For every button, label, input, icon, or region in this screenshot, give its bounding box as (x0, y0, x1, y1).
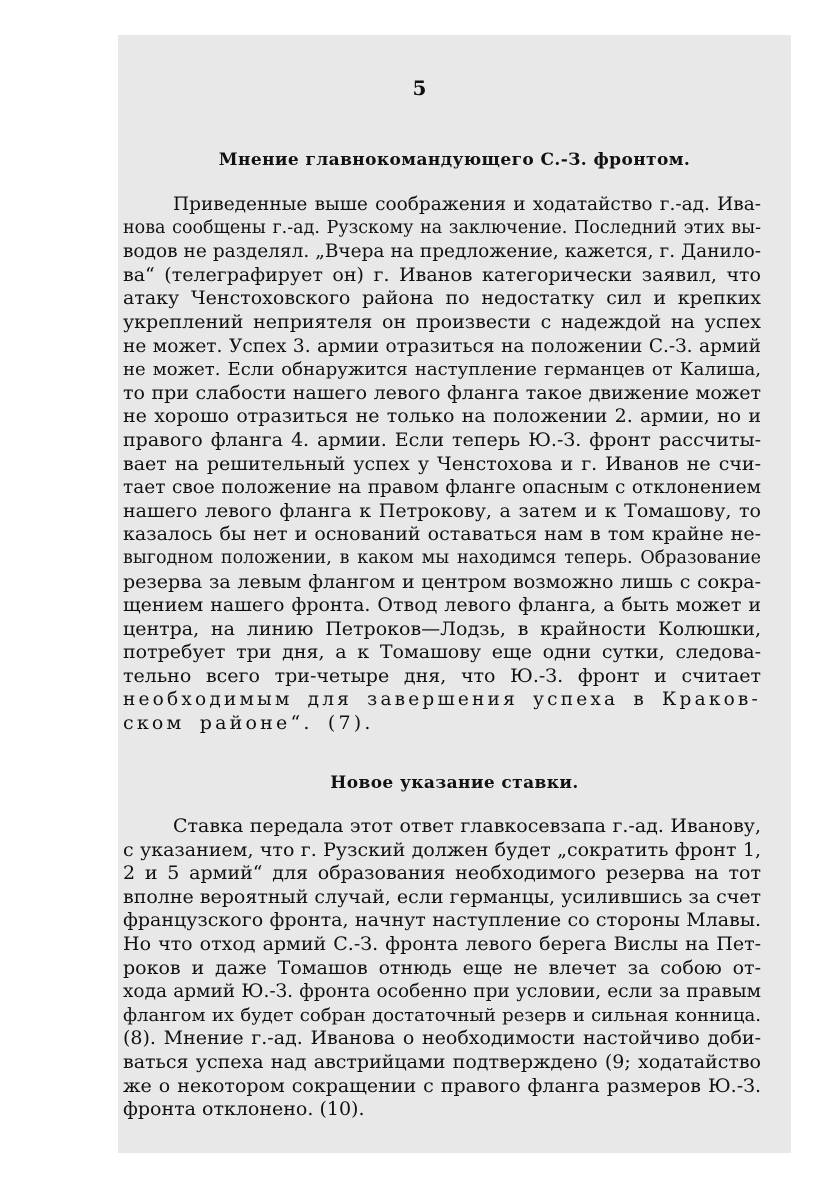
text-line: Приведенные выше соображения и ходатайство г.-ад. Ива- (173, 194, 761, 215)
text-line: нова сообщены г.-ад. Рузскому на заключение. Последний этих вы- (123, 217, 761, 238)
section-heading-new-stavka-instruction: Новое указание ставки. (330, 773, 579, 793)
text-line: с указанием, что г. Рузский должен будет „сократить фронт 1, (123, 838, 761, 861)
text-line: не может. Если обнаружится наступление германцев от Калиша, (123, 359, 761, 381)
text-line: щением нашего фронта. Отвод левого фланга, а быть может и (123, 594, 761, 617)
text-line: Но что отход армий С.-З. фронта левого берега Вислы на Пет- (123, 932, 761, 955)
text-line: (8). Мнение г.-ад. Иванова о необходимости настойчиво доби- (123, 1027, 761, 1050)
text-line: вает на решительный успех у Ченстохова и г. Иванов не счи- (123, 452, 761, 475)
text-line: французского фронта, начнут наступление со стороны Млавы. (123, 909, 761, 932)
text-line: резерва за левым флангом и центром возможно лишь с сокра- (123, 570, 761, 593)
text-line: выгодном положении, в каком мы находимся теперь. Образование (123, 547, 761, 568)
text-line: ском районе“. (7). (123, 712, 374, 735)
text-line: не может. Успех 3. армии отразиться на положении С.-З. армий (123, 335, 761, 357)
text-line: флангом их будет собран достаточный резерв и сильная конница. (123, 1004, 761, 1026)
section-heading-front-commander-opinion: Мнение главнокомандующего С.-З. фронтом. (218, 150, 691, 170)
text-line: 2 и 5 армий“ для образования необходимого резерва на тот (123, 862, 761, 885)
text-line: хода армий Ю.-З. фронта особенно при условии, если за правым (123, 981, 761, 1003)
text-line: необходимым для завершения успеха в Краков- (123, 689, 761, 711)
text-line: атаку Ченстоховского района по недостатку сил и крепких (123, 287, 761, 310)
text-line: тает свое положение на правом фланге опасным с отклонением (123, 477, 761, 499)
text-line: центра, на линию Петроков—Лодзь, в крайности Колюшки, (123, 617, 761, 640)
text-line: водов не разделял. „Вчера на предложение, кажется, г. Данило- (123, 241, 761, 263)
page-number: 5 (412, 76, 428, 100)
text-line: не хорошо отразиться не только на положении 2. армии, но и (123, 405, 761, 428)
text-line: тельно всего три-четыре дня, что Ю.-З. фронт и считает (123, 664, 761, 687)
text-line: то при слабости нашего левого фланга такое движение может (123, 381, 761, 404)
text-line: нашего левого фланга к Петрокову, а затем и к Томашову, то (123, 499, 761, 522)
text-line: укреплений неприятеля он произвести с надеждой на успех (123, 310, 761, 333)
text-line: роков и даже Томашов отнюдь еще не влечет за собою от- (123, 956, 761, 979)
text-line: фронта отклонено. (10). (123, 1098, 365, 1121)
text-line: правого фланга 4. армии. Если теперь Ю.-З. фронт рассчиты- (123, 428, 761, 451)
section2-body (123, 815, 761, 1122)
text-line: ваться успеха над австрийцами подтверждено (9; ходатайство (123, 1050, 761, 1073)
section1-body (123, 193, 761, 736)
text-line: потребует три дня, а к Томашову еще одни сутки, следова- (123, 641, 761, 664)
text-line: казалось бы нет и оснований оставаться нам в том крайне не- (123, 523, 761, 546)
text-line: вполне вероятный случай, если германцы, усилившись за счет (123, 885, 762, 908)
text-line: Ставка передала этот ответ главкосевзапа г.-ад. Иванову, (173, 815, 761, 837)
text-line: ва“ (телеграфирует он) г. Иванов категорически заявил, что (123, 263, 761, 286)
text-line: же о некотором сокращении с правого фланга размеров Ю.-З. (123, 1074, 761, 1097)
